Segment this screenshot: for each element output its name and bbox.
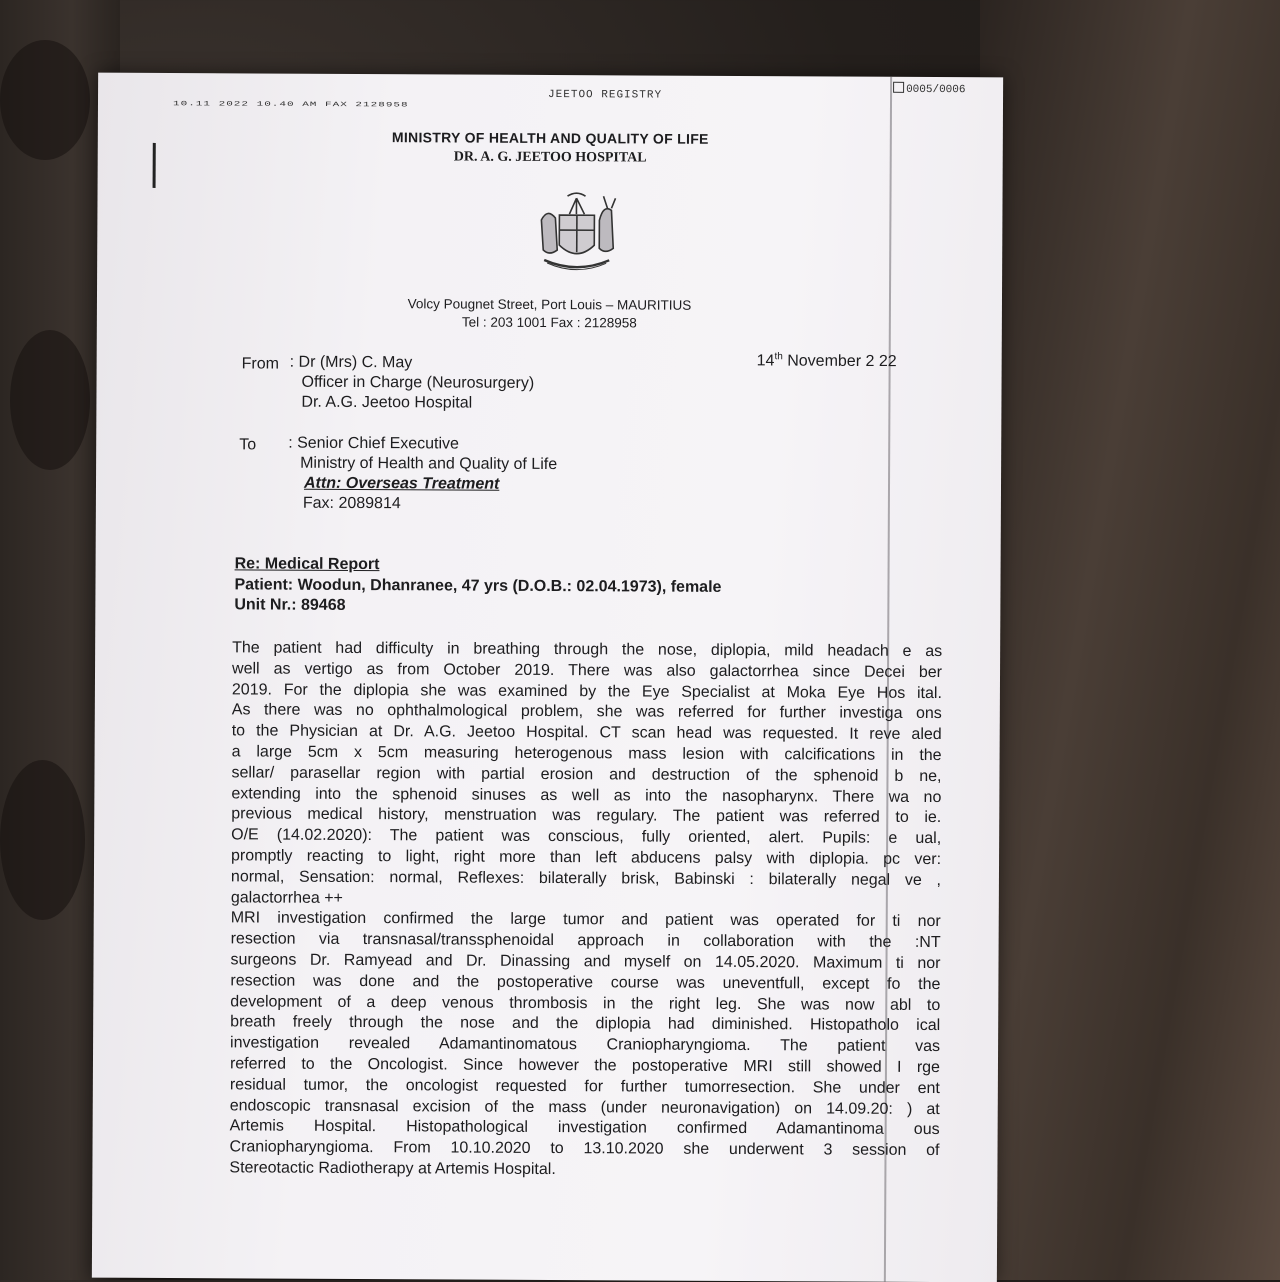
- patient-line: Patient: Woodun, Dhanranee, 47 yrs (D.O.B.: 02.04.1973), female: [234, 576, 721, 597]
- body-line: sellar/ parasellar region with partial erosion and destruction of the sphenoid b ne,: [231, 763, 941, 788]
- body-line: a large 5cm x 5cm measuring heterogenous mass lesion with calcifications in the: [232, 742, 942, 767]
- body-line: Artemis Hospital. Histopathological investigation confirmed Adamantinoma ous: [230, 1117, 940, 1142]
- background-pattern: [0, 40, 90, 160]
- to-fax: Fax: 2089814: [303, 495, 401, 514]
- body-line: breath freely through the nose and the diplopia had diminished. Histopatholo ical: [230, 1013, 940, 1038]
- body-line: O/E (14.02.2020): The patient was conscious, fully oriented, alert. Pupils: e ual,: [231, 826, 941, 851]
- fax-registry: JEETOO REGISTRY: [548, 89, 662, 102]
- hospital-title: DR. A. G. JEETOO HOSPITAL: [98, 148, 1003, 169]
- from-line: : Dr (Mrs) C. May: [290, 354, 413, 373]
- to-line: : Senior Chief Executive: [288, 435, 459, 454]
- hospital-phone: Tel : 203 1001 Fax : 2128958: [97, 313, 1002, 333]
- attention-line: Attn: Overseas Treatment: [304, 475, 499, 494]
- body-line: The patient had difficulty in breathing through the nose, diplopia, mild headach e as: [232, 638, 942, 663]
- body-line: referred to the Oncologist. Since however the postoperative MRI still showed I rge: [230, 1054, 940, 1079]
- body-line: galactorrhea ++: [231, 888, 941, 913]
- body-line: Stereotactic Radiotherapy at Artemis Hospital.: [229, 1158, 939, 1183]
- unit-number: Unit Nr.: 89468: [234, 596, 345, 615]
- checkbox-icon: [893, 82, 904, 93]
- body-line: extending into the sphenoid sinuses as well as into the nasopharynx. There wa no: [231, 784, 941, 809]
- background-pattern: [0, 760, 85, 920]
- body-line: MRI investigation confirmed the large tumor and patient was operated for ti nor: [231, 909, 941, 934]
- body-line: normal, Sensation: normal, Reflexes: bilaterally brisk, Babinski : bilaterally negal ve ,: [231, 867, 941, 892]
- body-line: endoscopic transnasal excision of the mass (under neuronavigation) on 14.09.20: ) at: [230, 1096, 940, 1121]
- subject-re: Re: Medical Report: [235, 555, 380, 574]
- report-body: [229, 638, 942, 1182]
- background-fabric-right: [980, 0, 1280, 1280]
- body-line: investigation revealed Adamantinomatous Craniopharyngioma. The patient vas: [230, 1033, 940, 1058]
- hospital-address: Volcy Pougnet Street, Port Louis – MAURITIUS: [97, 295, 1002, 315]
- body-line: resection was done and the postoperative course was uneventfull, except fo the: [230, 971, 940, 996]
- letter-date: 14th November 2 22: [757, 351, 897, 371]
- from-line: Dr. A.G. Jeetoo Hospital: [301, 394, 472, 413]
- background-pattern: [10, 330, 90, 470]
- from-line: Officer in Charge (Neurosurgery): [301, 374, 534, 393]
- body-line: Craniopharyngioma. From 10.10.2020 to 13.10.2020 she underwent 3 session of: [229, 1137, 939, 1162]
- to-line: Ministry of Health and Quality of Life: [300, 455, 557, 474]
- body-line: previous medical history, menstruation was regulary. The patient was referred to ie.: [231, 805, 941, 830]
- body-line: As there was no ophthalmological problem, she was referred for further investiga ons: [232, 701, 942, 726]
- coat-of-arms-icon: [529, 190, 624, 280]
- body-line: promptly reacting to light, right more than left abducens palsy with diplopia. pc ver:: [231, 846, 941, 871]
- fax-header: 10.11 2022 10.40 AM FAX 2128958: [173, 100, 409, 108]
- body-line: development of a deep venous thrombosis in the right leg. She was now abl to: [230, 992, 940, 1017]
- body-line: residual tumor, the oncologist requested for further tumorresection. She under ent: [230, 1075, 940, 1100]
- body-line: 2019. For the diplopia she was examined by the Eye Specialist at Moka Eye Hos ital.: [232, 680, 942, 705]
- body-line: surgeons Dr. Ramyead and Dr. Dinassing and myself on 14.05.2020. Maximum ti nor: [230, 950, 940, 975]
- document-page: [92, 73, 1003, 1282]
- to-label: To: [239, 436, 256, 454]
- body-line: well as vertigo as from October 2019. There was also galactorrhea since Decei ber: [232, 659, 942, 684]
- ministry-title: MINISTRY OF HEALTH AND QUALITY OF LIFE: [98, 128, 1003, 149]
- body-line: resection via transnasal/transsphenoidal approach in collaboration with the :NT: [231, 930, 941, 955]
- body-line: to the Physician at Dr. A.G. Jeetoo Hospital. CT scan head was requested. It reve aled: [232, 722, 942, 747]
- from-label: From: [242, 355, 279, 373]
- fax-page-number: 0005/0006: [893, 82, 965, 96]
